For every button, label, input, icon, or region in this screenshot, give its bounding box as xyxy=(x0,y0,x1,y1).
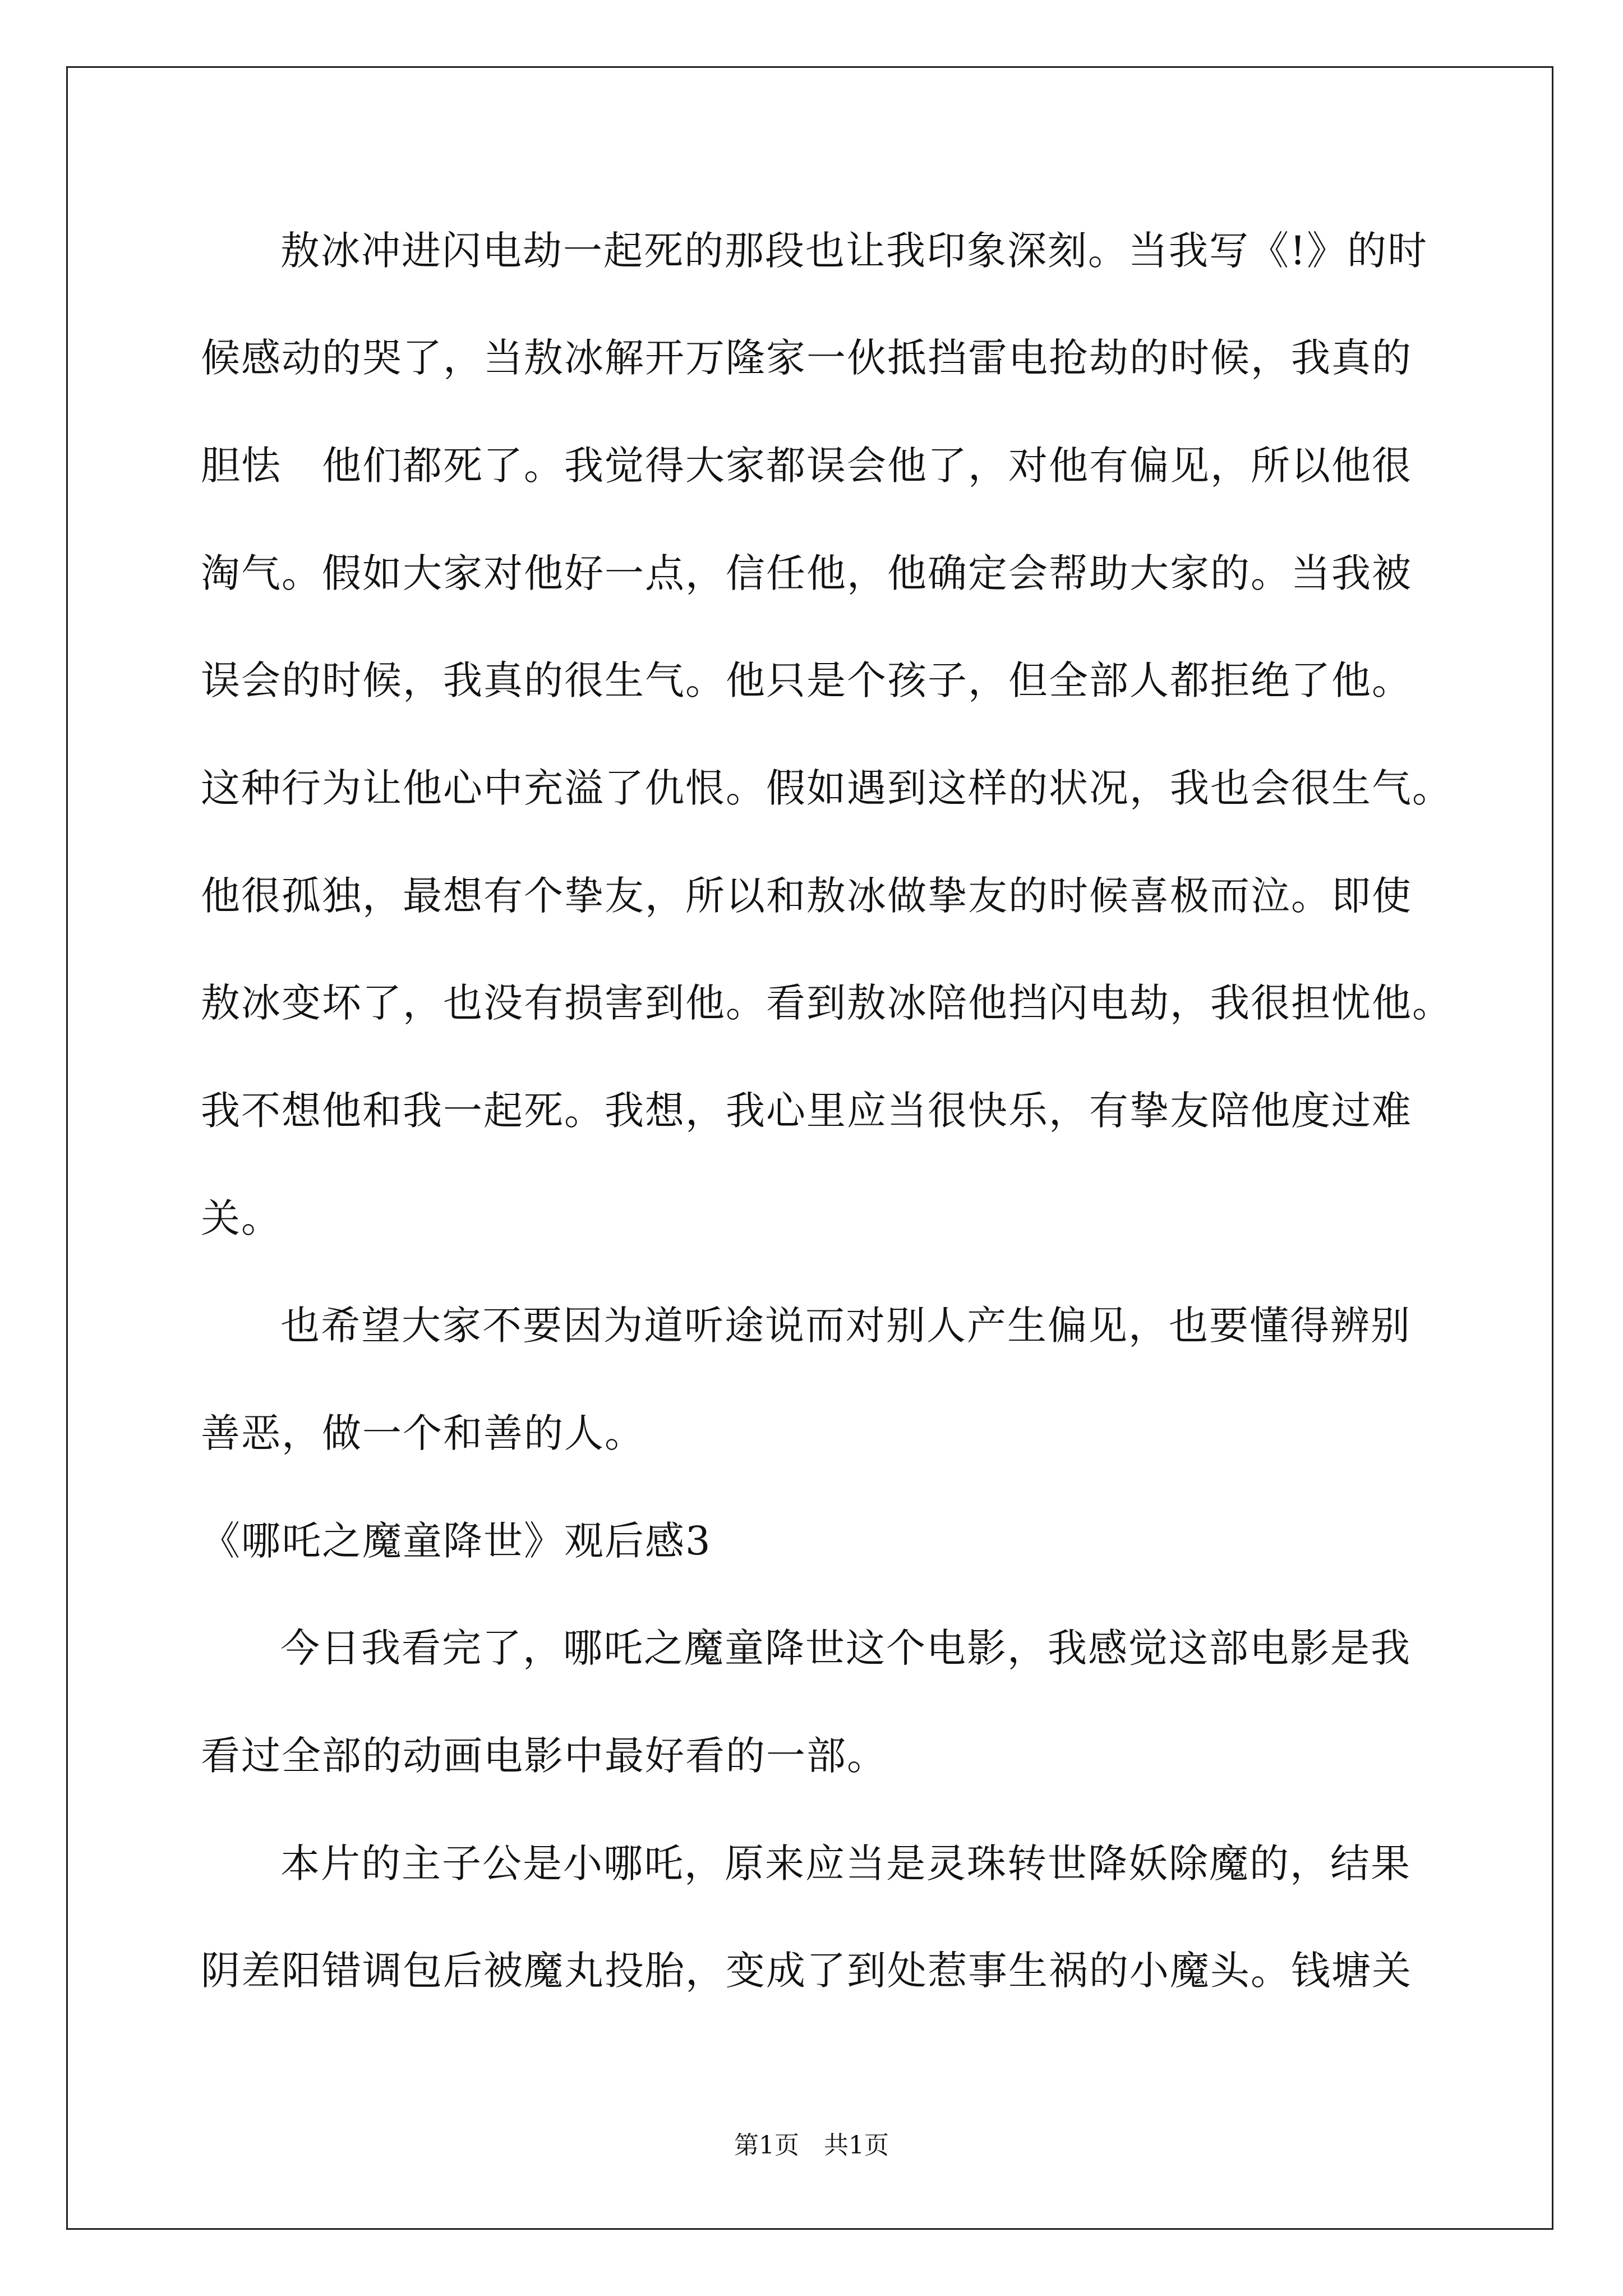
text-line: 这种行为让他心中充溢了仇恨。假如遇到这样的状况，我也会很生气。 xyxy=(201,765,1453,811)
page-border xyxy=(66,66,1553,2230)
text-line: 阴差阳错调包后被魔丸投胎，变成了到处惹事生祸的小魔头。钱塘关 xyxy=(201,1948,1412,1994)
text-line: 他很孤独，最想有个挚友，所以和敖冰做挚友的时候喜极而泣。即使 xyxy=(201,873,1412,919)
text-line: 善恶，做一个和善的人。 xyxy=(201,1410,645,1456)
text-line: 看过全部的动画电影中最好看的一部。 xyxy=(201,1733,887,1779)
text-line: 敖冰变坏了，也没有损害到他。看到敖冰陪他挡闪电劫，我很担忧他。 xyxy=(201,980,1453,1026)
text-line: 淘气。假如大家对他好一点，信任他，他确定会帮助大家的。当我被 xyxy=(201,550,1412,596)
text-line: 也希望大家不要因为道听途说而对别人产生偏见，也要懂得辨别 xyxy=(280,1303,1411,1349)
text-line: 误会的时候，我真的很生气。他只是个孩子，但全部人都拒绝了他。 xyxy=(201,657,1412,703)
text-line: 我不想他和我一起死。我想，我心里应当很快乐，有挚友陪他度过难 xyxy=(201,1088,1412,1134)
text-line: 候感动的哭了，当敖冰解开万隆家一伙抵挡雷电抢劫的时候，我真的 xyxy=(201,335,1412,381)
text-line: 本片的主子公是小哪吒，原来应当是灵珠转世降妖除魔的，结果 xyxy=(280,1841,1411,1887)
page-footer: 第1页 共1页 xyxy=(734,2131,889,2160)
text-line: 关。 xyxy=(201,1195,282,1241)
section-heading: 《哪吒之魔童降世》观后感3 xyxy=(201,1518,712,1564)
text-line: 敖冰冲进闪电劫一起死的那段也让我印象深刻。当我写《!》的时 xyxy=(280,228,1428,274)
text-line: 胆怯 他们都死了。我觉得大家都误会他了，对他有偏见，所以他很 xyxy=(201,443,1412,489)
text-line: 今日我看完了，哪吒之魔童降世这个电影，我感觉这部电影是我 xyxy=(280,1625,1411,1671)
